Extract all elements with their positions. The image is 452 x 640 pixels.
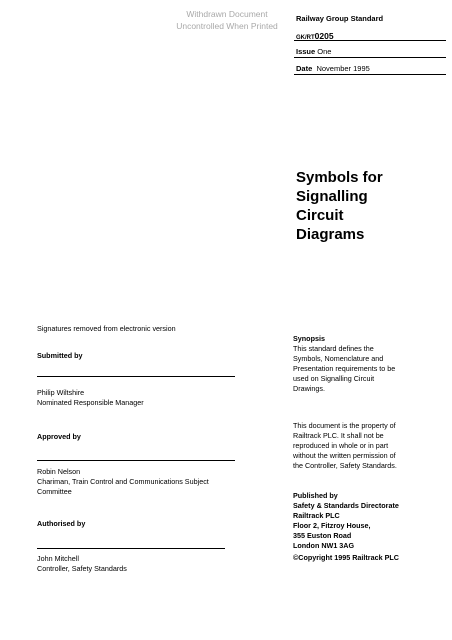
published-line-6: London NW1 3AG bbox=[293, 541, 355, 550]
meta-divider-1 bbox=[294, 40, 446, 41]
synopsis-line-4: used on Signalling Circuit bbox=[293, 374, 375, 383]
issue-value: One bbox=[317, 47, 332, 56]
property-line-4: without the written permission of bbox=[293, 451, 396, 460]
synopsis-heading: Synopsis bbox=[293, 334, 325, 343]
submitted-name: Philip Wiltshire bbox=[37, 388, 85, 397]
published-line-4: Floor 2, Fitzroy House, bbox=[293, 521, 371, 530]
synopsis-block bbox=[293, 334, 443, 393]
property-notice bbox=[293, 421, 448, 471]
date-value: November 1995 bbox=[316, 64, 370, 73]
signatures-note: Signatures removed from electronic version bbox=[37, 324, 176, 333]
watermark bbox=[168, 8, 286, 32]
submitted-heading: Submitted by bbox=[37, 351, 83, 360]
publisher-block bbox=[293, 491, 448, 551]
issue-label: Issue bbox=[296, 47, 316, 56]
authorised-signature-line bbox=[37, 548, 225, 549]
date-row bbox=[296, 64, 370, 74]
standard-label: Railway Group Standard bbox=[296, 14, 384, 23]
title-line-1: Symbols for bbox=[296, 169, 383, 186]
submitted-role: Nominated Responsible Manager bbox=[37, 398, 144, 407]
authorised-name: John Mitchell bbox=[37, 554, 79, 563]
meta-divider-3 bbox=[294, 74, 446, 75]
authorised-role: Controller, Safety Standards bbox=[37, 564, 127, 573]
reference-prefix: GK/RT bbox=[296, 35, 315, 41]
approved-role-line-1: Chariman, Train Control and Communications Subject bbox=[37, 477, 209, 486]
approved-signature-line bbox=[37, 460, 235, 461]
copyright-notice: ©Copyright 1995 Railtrack PLC bbox=[293, 553, 399, 562]
reference-number: 0205 bbox=[314, 31, 334, 41]
synopsis-line-1: This standard defines the bbox=[293, 344, 374, 353]
approved-role-line-2: Committee bbox=[37, 487, 72, 496]
title-line-3: Circuit bbox=[296, 207, 344, 224]
watermark-line-2: Uncontrolled When Printed bbox=[176, 21, 278, 31]
property-line-5: the Controller, Safety Standards. bbox=[293, 461, 397, 470]
synopsis-line-3: Presentation requirements to be bbox=[293, 364, 396, 373]
watermark-line-1: Withdrawn Document bbox=[186, 9, 268, 19]
approved-block bbox=[37, 467, 209, 497]
published-line-2: Safety & Standards Directorate bbox=[293, 501, 399, 510]
document-title bbox=[296, 168, 446, 244]
authorised-heading: Authorised by bbox=[37, 519, 86, 528]
submitted-signature-line bbox=[37, 376, 235, 377]
authorised-block bbox=[37, 554, 127, 574]
published-line-5: 355 Euston Road bbox=[293, 531, 352, 540]
title-line-4: Diagrams bbox=[296, 226, 365, 243]
issue-row bbox=[296, 47, 331, 57]
published-line-1: Published by bbox=[293, 491, 338, 500]
published-line-3: Railtrack PLC bbox=[293, 511, 340, 520]
property-line-3: reproduced in whole or in part bbox=[293, 441, 389, 450]
document-reference bbox=[296, 31, 334, 43]
date-label: Date bbox=[296, 64, 313, 73]
synopsis-line-5: Drawings. bbox=[293, 384, 325, 393]
meta-divider-2 bbox=[294, 57, 446, 58]
approved-heading: Approved by bbox=[37, 432, 81, 441]
title-line-2: Signalling bbox=[296, 188, 368, 205]
synopsis-line-2: Symbols, Nomenclature and bbox=[293, 354, 384, 363]
property-line-2: Railtrack PLC. It shall not be bbox=[293, 431, 384, 440]
property-line-1: This document is the property of bbox=[293, 421, 396, 430]
submitted-block bbox=[37, 388, 144, 408]
approved-name: Robin Nelson bbox=[37, 467, 81, 476]
